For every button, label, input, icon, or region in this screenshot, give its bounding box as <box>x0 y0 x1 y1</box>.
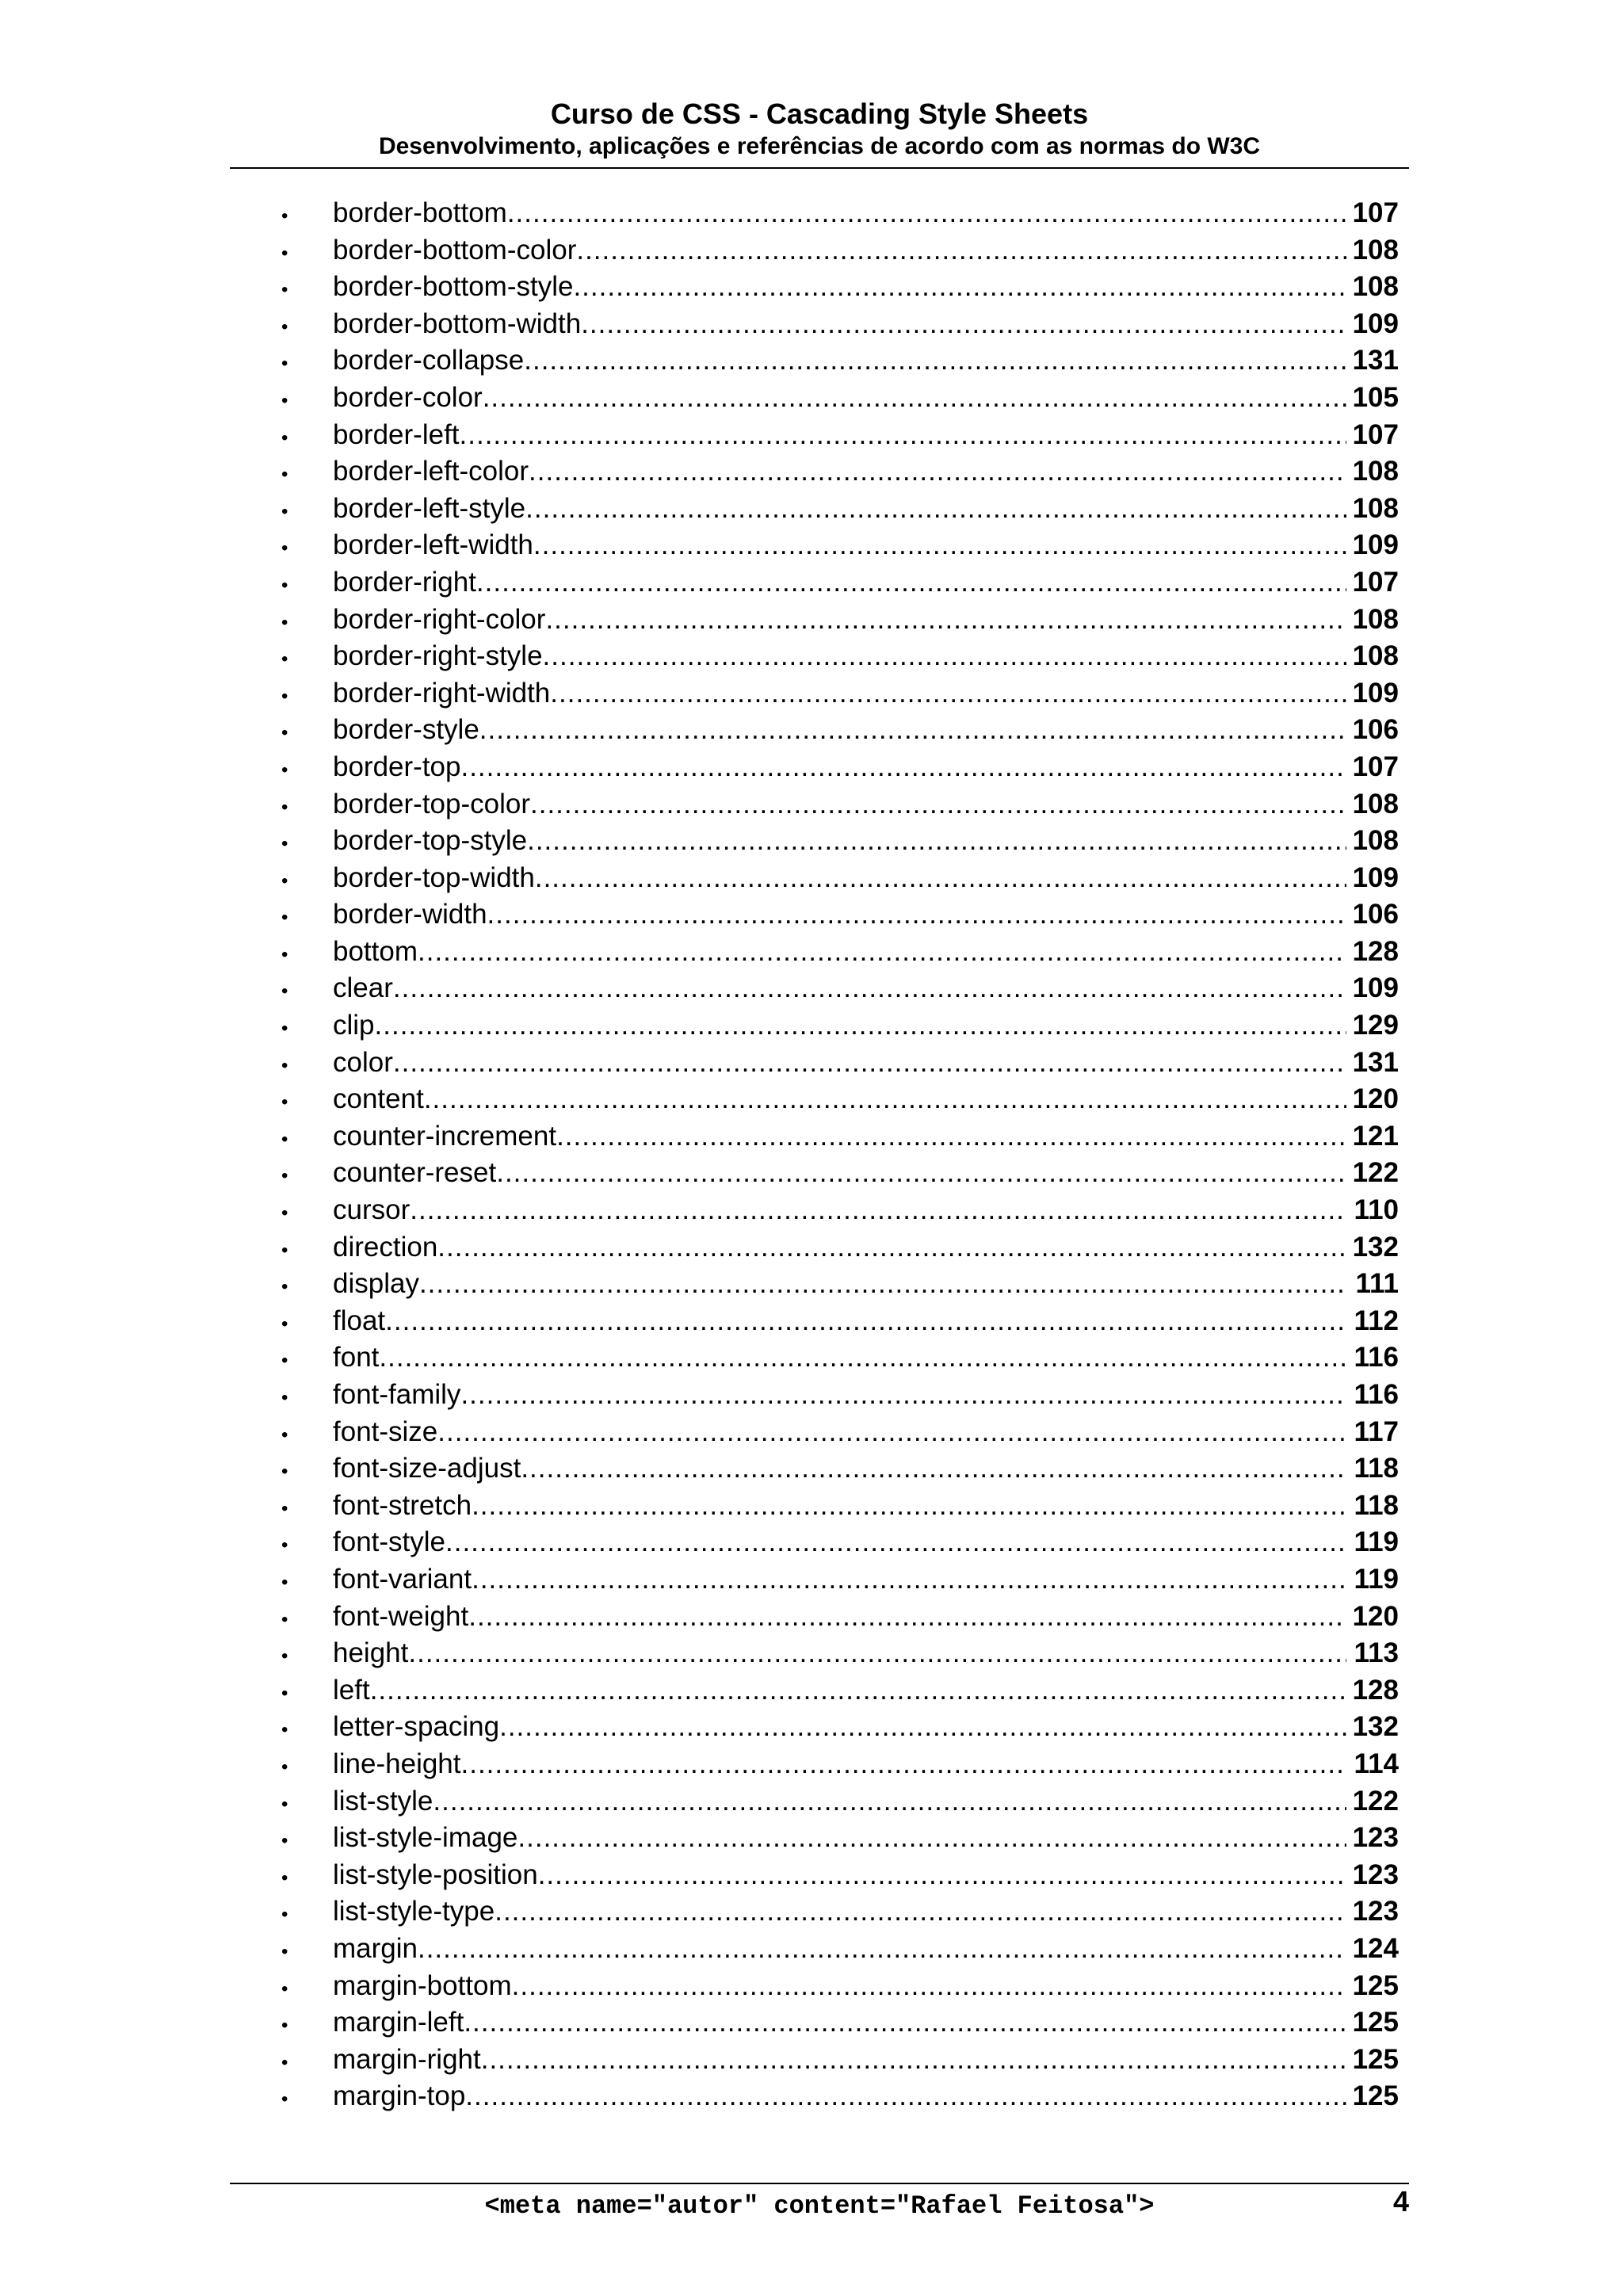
index-entry-term: content <box>333 1083 424 1115</box>
index-entry-page: 109 <box>1352 677 1399 709</box>
index-entry-page: 131 <box>1352 1046 1399 1078</box>
bullet-icon: • <box>281 2051 288 2073</box>
index-entry-term: border-right <box>333 566 476 598</box>
index-entry-term: left <box>333 1674 370 1706</box>
bullet-icon: • <box>281 1830 288 1852</box>
index-entry[interactable] <box>281 1746 1399 1783</box>
index-entry[interactable] <box>281 1820 1399 1857</box>
index-entry-term: font-variant <box>333 1563 472 1595</box>
index-entry-page: 109 <box>1352 529 1399 561</box>
index-entry-term: border-right-color <box>333 603 546 635</box>
dot-leader <box>525 491 1346 528</box>
index-entry[interactable] <box>281 342 1399 380</box>
index-entry-term: list-style-image <box>333 1822 518 1854</box>
bullet-icon: • <box>281 1165 288 1187</box>
dot-leader <box>472 1488 1346 1525</box>
page-header <box>230 97 1409 162</box>
index-entry-page: 111 <box>1355 1268 1399 1300</box>
bullet-icon: • <box>281 1461 288 1483</box>
dot-leader <box>408 1635 1346 1672</box>
index-entry-page: 132 <box>1352 1711 1399 1743</box>
index-entry-page: 125 <box>1352 1969 1399 2001</box>
index-entry-page: 109 <box>1352 972 1399 1004</box>
index-entry-page: 125 <box>1352 2043 1399 2075</box>
index-entry[interactable] <box>281 1599 1399 1636</box>
dot-leader <box>573 269 1346 306</box>
dot-leader <box>464 2004 1346 2042</box>
dot-leader <box>481 2042 1346 2079</box>
index-entry-page: 107 <box>1352 418 1399 450</box>
index-entry-term: counter-reset <box>333 1157 497 1189</box>
index-entry-page: 123 <box>1352 1822 1399 1854</box>
index-entry-page: 121 <box>1352 1120 1399 1152</box>
index-entry-term: direction <box>333 1231 438 1263</box>
bullet-icon: • <box>281 758 288 781</box>
index-entry-term: font-family <box>333 1379 461 1410</box>
bullet-icon: • <box>281 1755 288 1778</box>
dot-leader <box>487 896 1346 934</box>
dot-leader <box>460 749 1346 786</box>
bullet-icon: • <box>281 980 288 1003</box>
bullet-icon: • <box>281 279 288 301</box>
index-entry-term: border-top-color <box>333 788 530 819</box>
dot-leader <box>507 195 1346 232</box>
bullet-icon: • <box>281 464 288 486</box>
dot-leader <box>418 1931 1346 1968</box>
index-entry-term: border-width <box>333 899 487 930</box>
index-entry[interactable] <box>281 1007 1399 1045</box>
index-entry-term: border-top-width <box>333 861 535 893</box>
index-entry-term: font-stretch <box>333 1489 472 1521</box>
dot-leader <box>543 638 1346 675</box>
bullet-icon: • <box>281 943 288 965</box>
index-entry-term: margin-right <box>333 2043 481 2075</box>
dot-leader <box>460 417 1346 454</box>
index-entry[interactable] <box>281 1081 1399 1118</box>
index-entry-page: 125 <box>1352 2080 1399 2112</box>
dot-leader <box>530 786 1346 823</box>
index-entry-term: border-left-color <box>333 456 529 487</box>
index-entry[interactable] <box>281 306 1399 343</box>
dot-leader <box>472 1561 1346 1599</box>
index-entry-term: font-size-adjust <box>333 1453 521 1484</box>
index-entry-page: 132 <box>1352 1231 1399 1263</box>
dot-leader <box>535 860 1346 897</box>
index-entry[interactable] <box>281 1303 1399 1340</box>
index-entry[interactable] <box>281 1931 1399 1968</box>
index-entry-term: letter-spacing <box>333 1711 500 1743</box>
index-entry[interactable] <box>281 232 1399 269</box>
bullet-icon: • <box>281 1977 288 2000</box>
bullet-icon: • <box>281 685 288 707</box>
index-entry-page: 118 <box>1354 1453 1399 1484</box>
index-entry[interactable] <box>281 2004 1399 2042</box>
index-entry-term: height <box>333 1637 409 1669</box>
bullet-icon: • <box>281 1719 288 1741</box>
index-entry-page: 108 <box>1352 640 1399 672</box>
index-entry[interactable] <box>281 1450 1399 1488</box>
index-entry[interactable] <box>281 970 1399 1007</box>
index-entry-page: 129 <box>1352 1010 1399 1041</box>
index-entry[interactable] <box>281 1672 1399 1710</box>
index-entry-page: 108 <box>1352 603 1399 635</box>
bullet-icon: • <box>281 205 288 227</box>
bullet-icon: • <box>281 722 288 744</box>
index-entry[interactable] <box>281 1414 1399 1451</box>
index-entry[interactable] <box>281 269 1399 306</box>
bullet-icon: • <box>281 1940 288 1962</box>
bullet-icon: • <box>281 389 288 411</box>
bullet-icon: • <box>281 833 288 855</box>
index-entry-term: list-style <box>333 1785 433 1817</box>
index-entry-page: 106 <box>1352 714 1399 746</box>
index-entry-page: 116 <box>1354 1379 1399 1410</box>
index-entry-term: border-top <box>333 751 461 782</box>
dot-leader <box>538 1857 1346 1894</box>
index-entry[interactable] <box>281 564 1399 602</box>
index-entry-term: counter-increment <box>333 1120 557 1152</box>
dot-leader <box>385 1303 1346 1340</box>
index-entry-page: 119 <box>1354 1563 1399 1595</box>
dot-leader <box>419 1266 1346 1303</box>
index-entry[interactable] <box>281 638 1399 675</box>
index-entry-page: 120 <box>1352 1083 1399 1115</box>
document-title: Curso de CSS - Cascading Style Sheets <box>550 97 1089 130</box>
index-entry[interactable] <box>281 1045 1399 1082</box>
index-entry[interactable] <box>281 491 1399 528</box>
index-entry-page: 118 <box>1354 1489 1399 1521</box>
footer-page-number: 4 <box>1392 2185 1409 2218</box>
dot-leader <box>476 564 1346 602</box>
dot-leader <box>576 232 1346 269</box>
index-entry[interactable] <box>281 786 1399 823</box>
index-entry-page: 108 <box>1352 456 1399 487</box>
index-entry[interactable] <box>281 527 1399 564</box>
index-entry[interactable] <box>281 1229 1399 1266</box>
index-entry-page: 114 <box>1354 1748 1399 1779</box>
dot-leader <box>483 380 1346 417</box>
index-entry[interactable] <box>281 1783 1399 1820</box>
bullet-icon: • <box>281 353 288 375</box>
dot-leader <box>533 527 1346 564</box>
index-entry-page: 108 <box>1352 788 1399 819</box>
dot-leader <box>550 675 1346 712</box>
index-entry[interactable] <box>281 1635 1399 1672</box>
index-entry[interactable] <box>281 453 1399 491</box>
bullet-icon: • <box>281 2088 288 2111</box>
index-entry-page: 108 <box>1352 234 1399 266</box>
dot-leader <box>499 1709 1346 1746</box>
index-entry-term: clip <box>333 1010 375 1041</box>
index-entry-term: float <box>333 1305 386 1336</box>
index-entry-page: 107 <box>1352 566 1399 598</box>
index-entry-term: list-style-position <box>333 1859 538 1890</box>
bullet-icon: • <box>281 796 288 818</box>
bullet-icon: • <box>281 611 288 633</box>
index-entry-page: 110 <box>1354 1194 1399 1226</box>
index-entry[interactable] <box>281 896 1399 934</box>
index-entry-page: 105 <box>1352 381 1399 413</box>
index-entry[interactable] <box>281 1968 1399 2005</box>
index-entry[interactable] <box>281 417 1399 454</box>
bullet-icon: • <box>281 1202 288 1224</box>
bullet-icon: • <box>281 1239 288 1261</box>
index-entry[interactable] <box>281 1561 1399 1599</box>
index-entry-term: border-collapse <box>333 345 525 376</box>
bullet-icon: • <box>281 1534 288 1557</box>
bullet-icon: • <box>281 2015 288 2037</box>
index-entry-term: border-bottom <box>333 197 507 228</box>
dot-leader <box>468 1599 1346 1636</box>
bullet-icon: • <box>281 1276 288 1298</box>
index-entry[interactable] <box>281 1155 1399 1192</box>
index-entry-term: margin-bottom <box>333 1969 512 2001</box>
bullet-icon: • <box>281 500 288 522</box>
bullet-icon: • <box>281 648 288 670</box>
dot-leader <box>517 1820 1346 1857</box>
bullet-icon: • <box>281 1682 288 1704</box>
index-entry-term: font-weight <box>333 1600 469 1632</box>
dot-leader <box>460 1377 1346 1414</box>
index-entry-page: 131 <box>1352 345 1399 376</box>
index-entry-term: margin-left <box>333 2007 464 2038</box>
index-entry-page: 119 <box>1354 1526 1399 1558</box>
index-entry-page: 109 <box>1352 308 1399 339</box>
index-entry-term: list-style-type <box>333 1896 495 1927</box>
dot-leader <box>461 1746 1347 1783</box>
index-entry-term: border-right-style <box>333 640 543 672</box>
index-entry-term: border-left-width <box>333 529 533 561</box>
index-entry-page: 125 <box>1352 2007 1399 2038</box>
dot-leader <box>556 1118 1346 1156</box>
index-list <box>281 195 1399 2115</box>
index-entry-term: color <box>333 1046 393 1078</box>
index-entry-page: 122 <box>1352 1785 1399 1817</box>
bullet-icon: • <box>281 1571 288 1593</box>
index-entry[interactable] <box>281 1524 1399 1561</box>
index-entry-term: line-height <box>333 1748 461 1779</box>
index-entry-page: 109 <box>1352 861 1399 893</box>
index-entry-term: cursor <box>333 1194 411 1226</box>
bullet-icon: • <box>281 315 288 338</box>
index-entry-term: border-bottom-style <box>333 271 574 303</box>
dot-leader <box>527 823 1346 860</box>
index-entry-page: 128 <box>1352 1674 1399 1706</box>
index-entry-term: font-style <box>333 1526 445 1558</box>
dot-leader <box>410 1192 1346 1229</box>
bullet-icon: • <box>281 426 288 449</box>
bullet-icon: • <box>281 242 288 264</box>
index-entry-page: 124 <box>1352 1932 1399 1964</box>
bullet-icon: • <box>281 1387 288 1408</box>
index-entry[interactable] <box>281 1857 1399 1894</box>
index-entry-term: border-right-width <box>333 677 551 709</box>
index-entry-page: 107 <box>1352 751 1399 782</box>
header-rule <box>230 167 1409 169</box>
index-entry[interactable] <box>281 1339 1399 1377</box>
bullet-icon: • <box>281 1645 288 1668</box>
dot-leader <box>479 712 1346 749</box>
index-entry-term: border-top-style <box>333 825 528 857</box>
index-entry-term: margin <box>333 1932 418 1964</box>
index-entry-page: 107 <box>1352 197 1399 228</box>
bullet-icon: • <box>281 1018 288 1040</box>
bullet-icon: • <box>281 1866 288 1889</box>
footer-rule <box>230 2183 1409 2184</box>
index-entry[interactable] <box>281 1192 1399 1229</box>
index-entry-page: 123 <box>1352 1859 1399 1890</box>
bullet-icon: • <box>281 907 288 929</box>
index-entry[interactable] <box>281 2042 1399 2079</box>
dot-leader <box>445 1524 1346 1561</box>
index-entry[interactable] <box>281 749 1399 786</box>
dot-leader <box>529 453 1346 491</box>
dot-leader <box>465 2078 1346 2115</box>
index-entry[interactable] <box>281 1266 1399 1303</box>
index-entry[interactable] <box>281 823 1399 860</box>
index-entry[interactable] <box>281 934 1399 971</box>
index-entry-term: border-left <box>333 418 460 450</box>
dot-leader <box>521 1450 1346 1488</box>
dot-leader <box>375 1007 1346 1045</box>
index-entry[interactable] <box>281 195 1399 232</box>
index-entry-page: 116 <box>1354 1342 1399 1373</box>
dot-leader <box>418 934 1346 971</box>
index-entry-term: margin-top <box>333 2080 466 2112</box>
footer-author-meta: <meta name="autor" content="Rafael Feitosa"> <box>484 2191 1155 2221</box>
index-entry[interactable] <box>281 860 1399 897</box>
bullet-icon: • <box>281 574 288 596</box>
index-entry-term: border-style <box>333 714 479 746</box>
index-entry-page: 117 <box>1354 1415 1399 1447</box>
dot-leader <box>424 1081 1346 1118</box>
dot-leader <box>379 1339 1346 1377</box>
index-entry[interactable] <box>281 712 1399 749</box>
dot-leader <box>370 1672 1346 1710</box>
index-entry-page: 112 <box>1354 1305 1399 1336</box>
bullet-icon: • <box>281 1091 288 1114</box>
bullet-icon: • <box>281 1497 288 1519</box>
index-entry-page: 106 <box>1352 899 1399 930</box>
index-entry-term: border-bottom-color <box>333 234 577 266</box>
dot-leader <box>437 1229 1346 1266</box>
bullet-icon: • <box>281 1423 288 1446</box>
dot-leader <box>433 1783 1346 1820</box>
index-entry-page: 128 <box>1352 935 1399 967</box>
index-entry-term: bottom <box>333 935 418 967</box>
index-entry-term: display <box>333 1268 419 1300</box>
bullet-icon: • <box>281 537 288 560</box>
index-entry[interactable] <box>281 380 1399 417</box>
index-entry-page: 108 <box>1352 492 1399 524</box>
index-entry[interactable] <box>281 675 1399 712</box>
dot-leader <box>512 1968 1346 2005</box>
dot-leader <box>496 1155 1346 1192</box>
index-entry-term: clear <box>333 972 393 1004</box>
index-entry[interactable] <box>281 1118 1399 1156</box>
bullet-icon: • <box>281 1054 288 1076</box>
bullet-icon: • <box>281 1128 288 1150</box>
index-entry-page: 123 <box>1352 1896 1399 1927</box>
index-entry[interactable] <box>281 1377 1399 1414</box>
bullet-icon: • <box>281 1793 288 1815</box>
index-entry[interactable] <box>281 1709 1399 1746</box>
index-entry-term: font-size <box>333 1415 438 1447</box>
bullet-icon: • <box>281 1608 288 1630</box>
index-entry[interactable] <box>281 602 1399 639</box>
index-entry-page: 108 <box>1352 825 1399 857</box>
index-entry-term: border-color <box>333 381 483 413</box>
index-entry-page: 122 <box>1352 1157 1399 1189</box>
index-entry-term: border-left-style <box>333 492 526 524</box>
bullet-icon: • <box>281 1904 288 1926</box>
dot-leader <box>545 602 1346 639</box>
document-subtitle: Desenvolvimento, aplicações e referências de acordo com as normas do W3C <box>378 133 1261 159</box>
index-entry-page: 113 <box>1354 1637 1399 1669</box>
bullet-icon: • <box>281 1350 288 1372</box>
dot-leader <box>495 1893 1346 1931</box>
dot-leader <box>581 306 1346 343</box>
dot-leader <box>524 342 1346 380</box>
index-entry[interactable] <box>281 1893 1399 1931</box>
index-entry[interactable] <box>281 1488 1399 1525</box>
index-entry[interactable] <box>281 2078 1399 2115</box>
index-entry-page: 120 <box>1352 1600 1399 1632</box>
index-entry-term: border-bottom-width <box>333 308 582 339</box>
dot-leader <box>437 1414 1346 1451</box>
index-entry-page: 108 <box>1352 271 1399 303</box>
bullet-icon: • <box>281 1312 288 1335</box>
bullet-icon: • <box>281 869 288 892</box>
dot-leader <box>393 1045 1346 1082</box>
index-entry-term: font <box>333 1342 380 1373</box>
dot-leader <box>393 970 1346 1007</box>
